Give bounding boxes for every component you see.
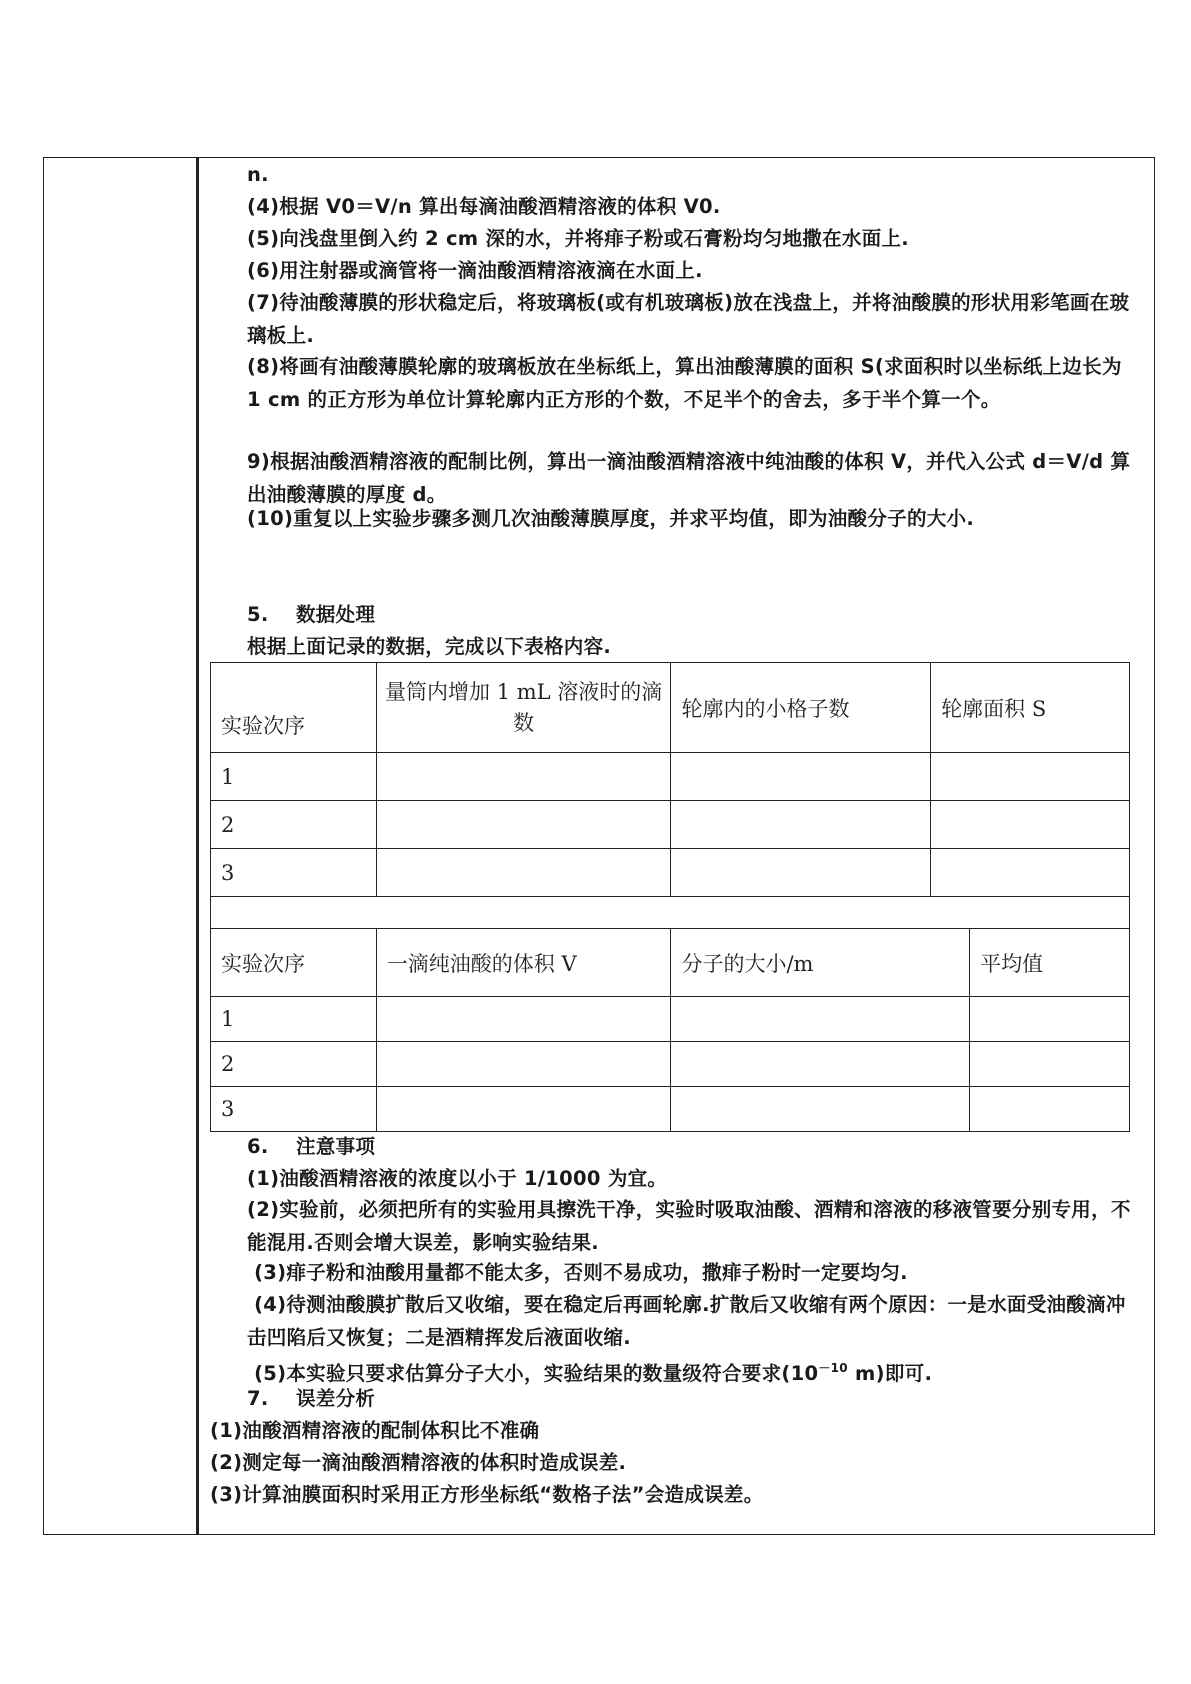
table-cell[interactable] [671, 801, 931, 849]
table2-header-order: 实验次序 [211, 929, 377, 997]
table2-header-row [211, 929, 1130, 997]
step-4: (4)根据 V0＝V/n 算出每滴油酸酒精溶液的体积 V0. [247, 195, 721, 218]
error-3: (3)计算油膜面积时采用正方形坐标纸“数格子法”会造成误差。 [210, 1483, 764, 1506]
table-cell[interactable] [671, 753, 931, 801]
table1-row-3-order: 3 [211, 849, 377, 897]
data-table-2 [210, 928, 1130, 1132]
error-2: (2)测定每一滴油酸酒精溶液的体积时造成误差. [210, 1451, 627, 1474]
table2-header-average: 平均值 [970, 929, 1130, 997]
table-cell[interactable] [671, 997, 970, 1042]
section-7-heading: 误差分析 [296, 1387, 376, 1410]
section-7-number: 7. [247, 1387, 269, 1410]
table1-row-1-order: 1 [211, 753, 377, 801]
table1-header-area: 轮廓面积 S [931, 663, 1130, 753]
step-6: (6)用注射器或滴管将一滴油酸酒精溶液滴在水面上. [247, 259, 703, 282]
table-row [211, 1042, 1130, 1087]
note-1: (1)油酸酒精溶液的浓度以小于 1/1000 为宜。 [247, 1167, 668, 1190]
table1-row-2-order: 2 [211, 801, 377, 849]
table-row [211, 849, 1130, 897]
table-row [211, 1087, 1130, 1132]
step-8: (8)将画有油酸薄膜轮廓的玻璃板放在坐标纸上，算出油酸薄膜的面积 S(求面积时以坐标纸上边长为 1 cm 的正方形为单位计算轮廓内正方形的个数，不足半个的舍去，多于半个算一个。 [247, 355, 1122, 411]
table-cell[interactable] [671, 1087, 970, 1132]
note-5-tail: m)即可. [847, 1362, 933, 1385]
note-2: (2)实验前，必须把所有的实验用具擦洗干净，实验时吸取油酸、酒精和溶液的移液管要分别专用，不能混用.否则会增大误差，影响实验结果. [247, 1198, 1131, 1254]
table1-header-order: 实验次序 [211, 663, 377, 753]
note-4: (4)待测油酸膜扩散后又收缩，要在稳定后再画轮廓.扩散后又收缩有两个原因：一是水面受油酸滴冲击凹陷后又恢复；二是酒精挥发后液面收缩. [247, 1293, 1126, 1349]
table1-header-drops: 量筒内增加 1 mL 溶液时的滴数 [376, 663, 671, 753]
table-row [211, 753, 1130, 801]
table1-header-grid-count: 轮廓内的小格子数 [671, 663, 931, 753]
table-cell[interactable] [376, 1042, 671, 1087]
table-cell[interactable] [376, 1087, 671, 1132]
table-row [211, 801, 1130, 849]
table2-row-1-order: 1 [211, 997, 377, 1042]
section-5-number: 5. [247, 603, 269, 626]
section-6-number: 6. [247, 1135, 269, 1158]
table-cell[interactable] [931, 753, 1130, 801]
table1-header-row [211, 663, 1130, 753]
table2-row-2-order: 2 [211, 1042, 377, 1087]
table-cell[interactable] [931, 801, 1130, 849]
data-table-1 [210, 662, 1130, 897]
step-3-tail: n. [247, 163, 269, 186]
table-cell[interactable] [671, 1042, 970, 1087]
table-cell[interactable] [376, 753, 671, 801]
table-cell[interactable] [671, 849, 931, 897]
section-5-heading: 数据处理 [296, 603, 376, 626]
note-5-text: (5)本实验只要求估算分子大小，实验结果的数量级符合要求(10 [247, 1362, 819, 1385]
table-cell[interactable] [376, 801, 671, 849]
step-10: (10)重复以上实验步骤多测几次油酸薄膜厚度，并求平均值，即为油酸分子的大小. [247, 507, 975, 530]
table-cell[interactable] [970, 1087, 1130, 1132]
table-cell[interactable] [376, 997, 671, 1042]
note-5-exponent: －10 [818, 1361, 848, 1375]
step-9: 9)根据油酸酒精溶液的配制比例，算出一滴油酸酒精溶液中纯油酸的体积 V，并代入公式 d＝V/d 算出油酸薄膜的厚度 d。 [247, 450, 1131, 506]
step-5: (5)向浅盘里倒入约 2 cm 深的水，并将痱子粉或石膏粉均匀地撒在水面上. [247, 227, 910, 250]
section-5-intro: 根据上面记录的数据，完成以下表格内容. [247, 635, 612, 658]
table-row [211, 997, 1130, 1042]
error-1: (1)油酸酒精溶液的配制体积比不准确 [210, 1419, 540, 1442]
section-6-heading: 注意事项 [296, 1135, 376, 1158]
table-spacer-row [210, 896, 1130, 930]
left-column [44, 158, 199, 1534]
table-cell[interactable] [376, 849, 671, 897]
table2-header-volume: 一滴纯油酸的体积 V [376, 929, 671, 997]
table2-row-3-order: 3 [211, 1087, 377, 1132]
table2-header-size: 分子的大小/m [671, 929, 970, 997]
table-cell[interactable] [970, 997, 1130, 1042]
step-7: (7)待油酸薄膜的形状稳定后，将玻璃板(或有机玻璃板)放在浅盘上，并将油酸膜的形状用彩笔画在玻璃板上. [247, 291, 1130, 347]
table-cell[interactable] [970, 1042, 1130, 1087]
note-3: (3)痱子粉和油酸用量都不能太多，否则不易成功，撒痱子粉时一定要均匀. [247, 1261, 908, 1284]
table-cell[interactable] [931, 849, 1130, 897]
